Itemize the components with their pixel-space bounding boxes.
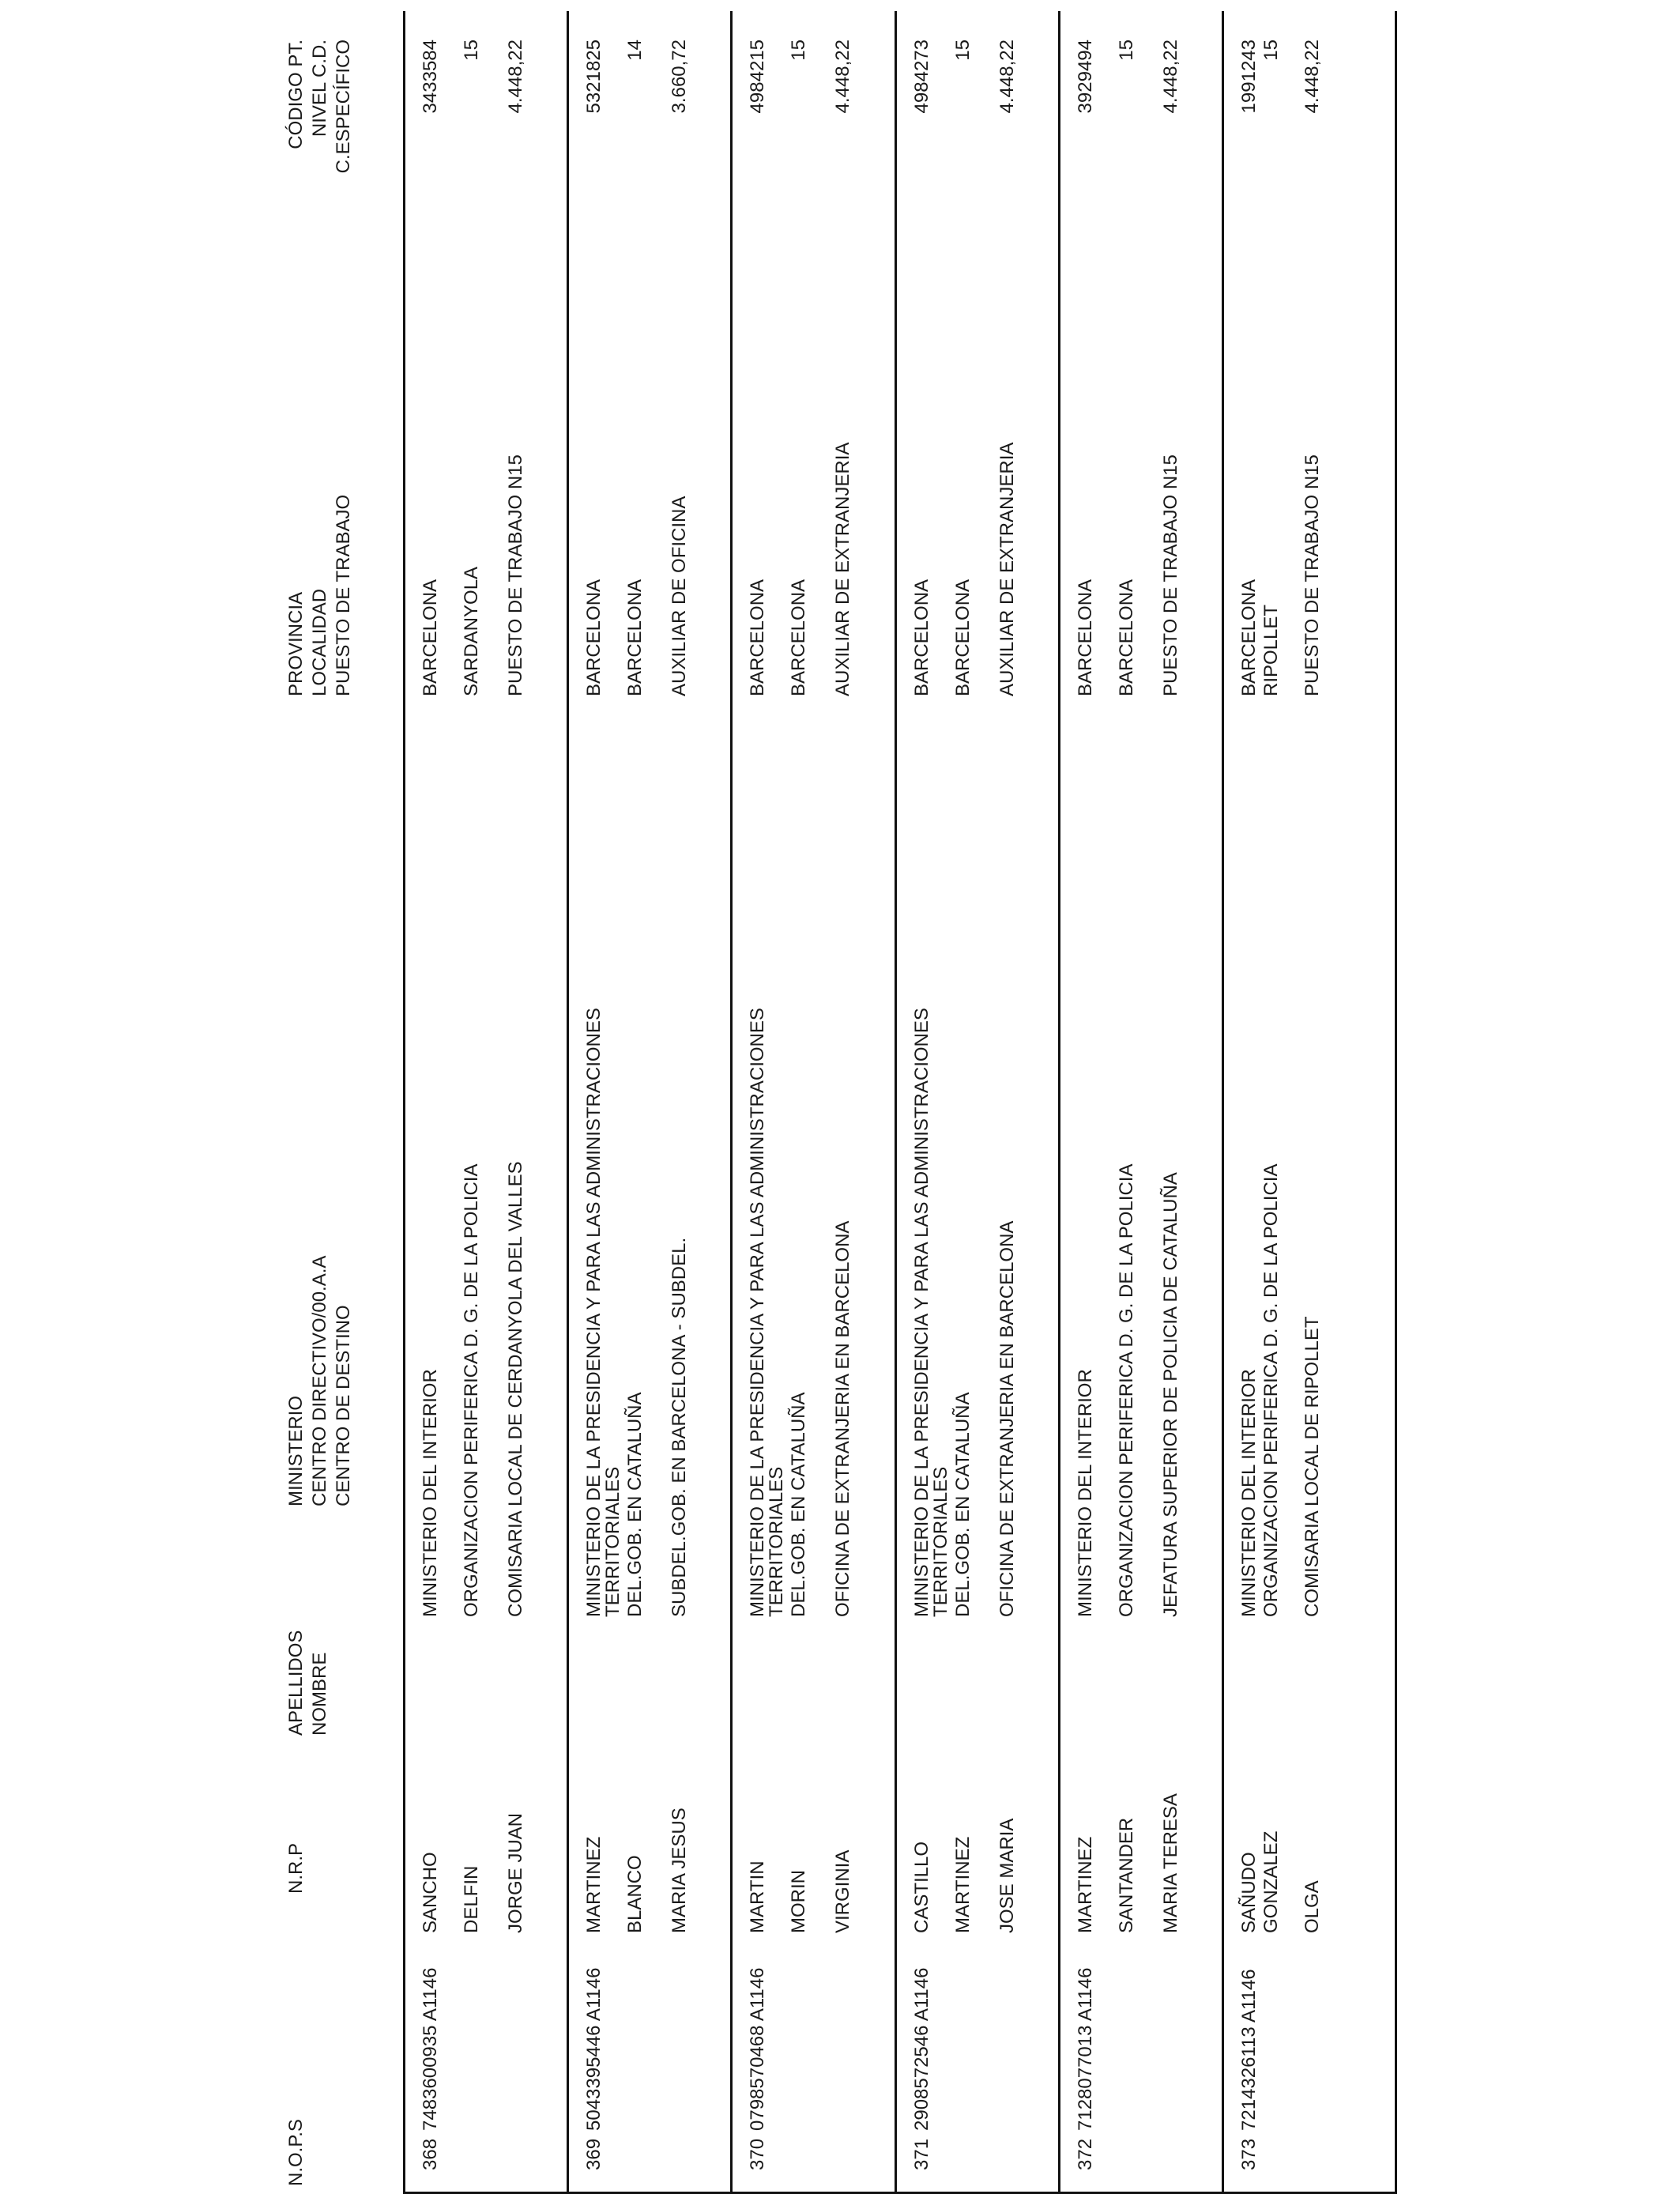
header-nombre: NOMBRE — [309, 1652, 330, 1736]
record-provincia: BARCELONA — [747, 579, 768, 696]
record-provincia: BARCELONA — [583, 579, 605, 696]
record-ministerio: MINISTERIO DE LA PRESIDENCIA Y PARA LAS ADMINISTRACIONES — [911, 1008, 932, 1617]
record-provincia: BARCELONA — [1238, 579, 1260, 696]
record-nombre: JORGE JUAN — [505, 1812, 526, 1933]
record-localidad: BARCELONA — [952, 579, 974, 696]
record-especifico: 4.448,22 — [1301, 40, 1323, 114]
record-nivel: 15 — [788, 40, 809, 61]
record-apellido2: MORIN — [788, 1870, 809, 1933]
record-apellido2: GONZALEZ — [1260, 1830, 1282, 1933]
record-nrp: 5043395446 A1146 — [583, 1967, 605, 2131]
record-centro-destino: COMISARIA LOCAL DE RIPOLLET — [1301, 1316, 1323, 1617]
record-nops: 370 — [747, 2138, 768, 2170]
record-centro-directivo: ORGANIZACION PERIFERICA D. G. DE LA POLICIA — [461, 1163, 482, 1617]
record-puesto: AUXILIAR DE OFICINA — [669, 496, 690, 696]
record-nops: 369 — [583, 2138, 605, 2170]
record-localidad: BARCELONA — [1116, 579, 1137, 696]
header-codigo: CÓDIGO PT. — [285, 40, 307, 149]
record-apellido2: DELFIN — [461, 1865, 482, 1933]
record-nops: 372 — [1075, 2138, 1096, 2170]
record-nivel: 14 — [624, 40, 646, 61]
record-nops: 371 — [911, 2138, 932, 2170]
record-ministerio: MINISTERIO DEL INTERIOR — [420, 1369, 441, 1617]
record-nrp: 0798570468 A1146 — [747, 1967, 768, 2131]
record-nops: 373 — [1238, 2138, 1260, 2170]
record-codigo: 1991243 — [1238, 40, 1260, 114]
records-table — [403, 0, 1399, 2194]
record-codigo: 3433584 — [420, 40, 441, 114]
record-centro-directivo: ORGANIZACION PERIFERICA D. G. DE LA POLICIA — [1116, 1163, 1137, 1617]
table-row — [1058, 0, 1222, 2194]
record-nops: 368 — [420, 2138, 441, 2170]
record-nombre: JOSE MARIA — [996, 1818, 1018, 1933]
record-nivel: 15 — [1116, 40, 1137, 61]
record-centro-directivo: DEL.GOB. EN CATALUÑA — [624, 1392, 646, 1617]
record-puesto: PUESTO DE TRABAJO N15 — [1301, 454, 1323, 696]
record-ministerio: MINISTERIO DE LA PRESIDENCIA Y PARA LAS ADMINISTRACIONES — [747, 1008, 768, 1617]
record-especifico: 4.448,22 — [1160, 40, 1181, 114]
record-centro-destino: COMISARIA LOCAL DE CERDANYOLA DEL VALLES — [505, 1161, 526, 1617]
record-apellido2: SANTANDER — [1116, 1817, 1137, 1933]
record-centro-destino: OFICINA DE EXTRANJERIA EN BARCELONA — [832, 1220, 853, 1617]
record-apellido1: MARTINEZ — [1075, 1836, 1096, 1933]
record-nrp: 7128077013 A1146 — [1075, 1967, 1096, 2131]
record-nombre: MARIA JESUS — [669, 1808, 690, 1933]
header-provincia: PROVINCIA — [285, 591, 307, 696]
record-apellido1: CASTILLO — [911, 1841, 932, 1933]
record-puesto: AUXILIAR DE EXTRANJERIA — [996, 442, 1018, 696]
header-ministerio: MINISTERIO — [285, 1395, 307, 1506]
record-apellido2: BLANCO — [624, 1855, 646, 1933]
header-nops: N.O.P.S — [285, 2119, 307, 2186]
record-ministerio-cont: TERRITORIALES — [602, 1466, 623, 1617]
header-centro-destino: CENTRO DE DESTINO — [333, 1305, 354, 1506]
record-nrp: 7483600935 A1146 — [420, 1967, 441, 2131]
record-puesto: AUXILIAR DE EXTRANJERIA — [832, 442, 853, 696]
table-row — [1222, 0, 1385, 2194]
record-localidad: BARCELONA — [624, 579, 646, 696]
table-row — [730, 0, 894, 2194]
record-ministerio: MINISTERIO DEL INTERIOR — [1238, 1369, 1260, 1617]
record-centro-directivo: DEL.GOB. EN CATALUÑA — [952, 1392, 974, 1617]
record-puesto: PUESTO DE TRABAJO N15 — [505, 454, 526, 696]
record-nivel: 15 — [461, 40, 482, 61]
record-provincia: BARCELONA — [420, 579, 441, 696]
record-especifico: 4.448,22 — [996, 40, 1018, 114]
record-nombre: OLGA — [1301, 1880, 1323, 1933]
record-nombre: MARIA TERESA — [1160, 1793, 1181, 1933]
record-ministerio: MINISTERIO DEL INTERIOR — [1075, 1369, 1096, 1617]
header-puesto: PUESTO DE TRABAJO — [333, 494, 354, 696]
record-nrp: 7214326113 A1146 — [1238, 1969, 1260, 2131]
record-centro-destino: JEFATURA SUPERIOR DE POLICIA DE CATALUÑA — [1160, 1172, 1181, 1617]
record-puesto: PUESTO DE TRABAJO N15 — [1160, 454, 1181, 696]
header-nrp: N.R.P — [285, 1842, 307, 1894]
record-nivel: 15 — [952, 40, 974, 61]
record-apellido1: SAÑUDO — [1238, 1852, 1260, 1933]
record-codigo: 4984215 — [747, 40, 768, 114]
record-codigo: 4984273 — [911, 40, 932, 114]
table-row — [567, 0, 730, 2194]
record-codigo: 3929494 — [1075, 40, 1096, 114]
table-row — [403, 0, 567, 2194]
record-nrp: 2908572546 A1146 — [911, 1967, 932, 2131]
record-localidad: BARCELONA — [788, 579, 809, 696]
record-codigo: 5321825 — [583, 40, 605, 114]
record-localidad: RIPOLLET — [1260, 604, 1282, 696]
record-provincia: BARCELONA — [1075, 579, 1096, 696]
record-especifico: 4.448,22 — [505, 40, 526, 114]
record-apellido2: MARTINEZ — [952, 1836, 974, 1933]
record-localidad: SARDANYOLA — [461, 566, 482, 696]
record-especifico: 4.448,22 — [832, 40, 853, 114]
record-ministerio-cont: TERRITORIALES — [766, 1466, 787, 1617]
record-nivel: 15 — [1260, 40, 1282, 61]
record-apellido1: MARTIN — [747, 1860, 768, 1933]
table-row — [895, 0, 1058, 2194]
header-nivel: NIVEL C.D. — [309, 40, 330, 138]
record-centro-destino: SUBDEL.GOB. EN BARCELONA - SUBDEL. — [669, 1237, 690, 1617]
record-apellido1: SANCHO — [420, 1852, 441, 1933]
record-centro-directivo: DEL.GOB. EN CATALUÑA — [788, 1392, 809, 1617]
header-centro-directivo: CENTRO DIRECTIVO/00.A.A — [309, 1255, 330, 1506]
record-centro-directivo: ORGANIZACION PERIFERICA D. G. DE LA POLICIA — [1260, 1163, 1282, 1617]
record-apellido1: MARTINEZ — [583, 1836, 605, 1933]
record-ministerio-cont: TERRITORIALES — [930, 1466, 951, 1617]
record-ministerio: MINISTERIO DE LA PRESIDENCIA Y PARA LAS ADMINISTRACIONES — [583, 1008, 605, 1617]
record-centro-destino: OFICINA DE EXTRANJERIA EN BARCELONA — [996, 1220, 1018, 1617]
record-especifico: 3.660,72 — [669, 40, 690, 114]
header-localidad: LOCALIDAD — [309, 588, 330, 696]
header-especifico: C.ESPECÍFICO — [333, 40, 354, 174]
header-apellidos: APELLIDOS — [285, 1630, 307, 1736]
record-provincia: BARCELONA — [911, 579, 932, 696]
record-nombre: VIRGINIA — [832, 1849, 853, 1933]
